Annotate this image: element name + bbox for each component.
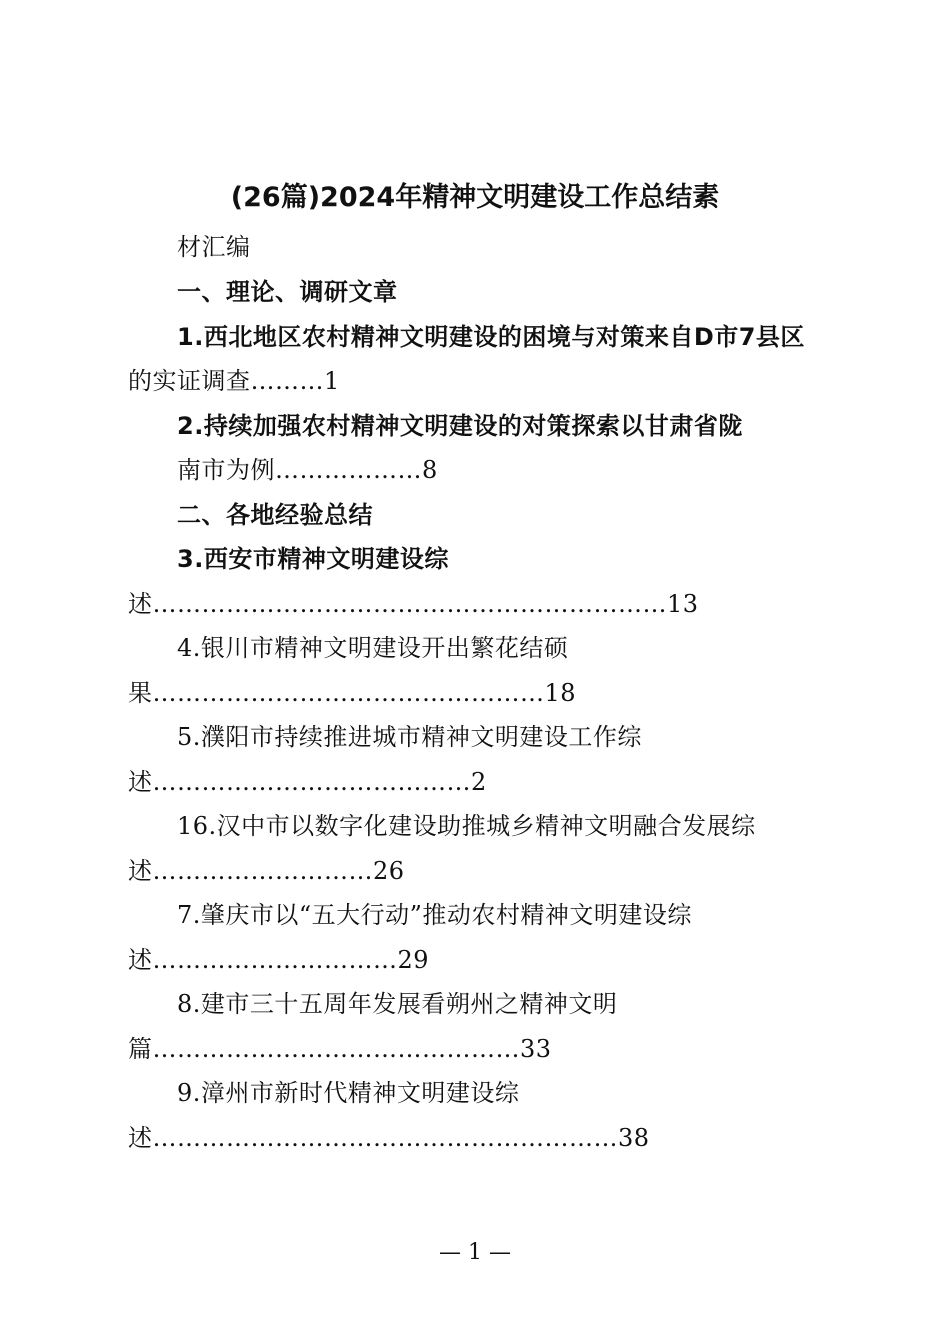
toc-entry-6-page: 述………………………26: [128, 857, 405, 885]
page-number: — 1 —: [439, 1240, 511, 1265]
toc-entry-5-page: 述…………………………………2: [128, 768, 487, 796]
toc-entry-1-title: 1.西北地区农村精神文明建设的困境与对策来自D市7县区: [177, 323, 805, 351]
toc-entry-2-page: 南市为例………………8: [177, 456, 438, 484]
toc-entry-7-page: 述…………………………29: [128, 946, 430, 974]
document-title: (26篇)2024年精神文明建设工作总结素: [230, 182, 720, 213]
toc-entry-8-title: 8.建市三十五周年发展看朔州之精神文明: [177, 990, 618, 1018]
section-heading-theory: 一、理论、调研文章: [177, 278, 398, 306]
toc-entry-4-page: 果…………………………………………18: [128, 679, 577, 707]
toc-entry-3-title: 3.西安市精神文明建设综: [177, 545, 449, 573]
toc-entry-6-title: 16.汉中市以数字化建设助推城乡精神文明融合发展综: [177, 812, 756, 840]
toc-entry-7-title: 7.肇庆市以“五大行动”推动农村精神文明建设综: [177, 901, 692, 929]
section-heading-experience: 二、各地经验总结: [177, 501, 373, 529]
toc-entry-2-title: 2.持续加强农村精神文明建设的对策探索以甘肃省陇: [177, 412, 743, 440]
toc-entry-9-title: 9.漳州市新时代精神文明建设综: [177, 1079, 520, 1107]
document-title-continuation: 材汇编: [177, 233, 251, 261]
toc-entry-1-page: 的实证调查………1: [128, 367, 340, 395]
toc-entry-8-page: 篇………………………………………33: [128, 1035, 552, 1063]
toc-entry-4-title: 4.银川市精神文明建设开出繁花结硕: [177, 634, 569, 662]
toc-entry-5-title: 5.濮阳市持续推进城市精神文明建设工作综: [177, 723, 642, 751]
toc-entry-3-page: 述………………………………………………………13: [128, 590, 699, 618]
toc-entry-9-page: 述…………………………………………………38: [128, 1124, 650, 1152]
